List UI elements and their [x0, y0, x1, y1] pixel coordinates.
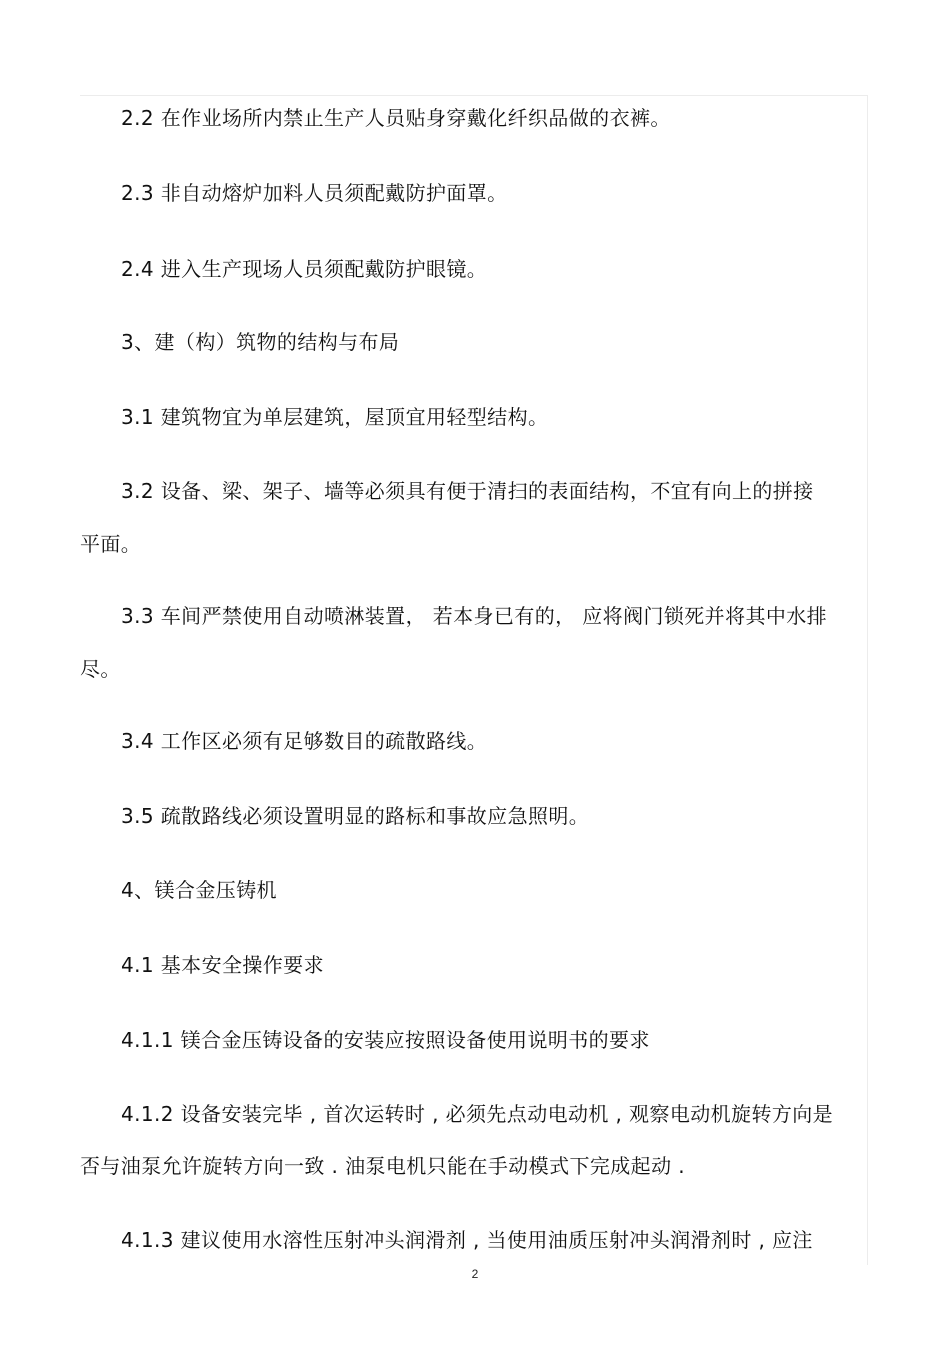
- paragraph-4-1-3-line-1: 4.1.3 建议使用水溶性压射冲头润滑剂 , 当使用油质压射冲头润滑剂时 , 应注: [121, 1228, 813, 1252]
- paragraph-2-2: 2.2 在作业场所内禁止生产人员贴身穿戴化纤织品做的衣裤。: [121, 106, 671, 130]
- section-heading-4: 4、镁合金压铸机: [121, 878, 277, 902]
- paragraph-3-1: 3.1 建筑物宜为单层建筑，屋顶宜用轻型结构。: [121, 405, 549, 429]
- paragraph-3-5: 3.5 疏散路线必须设置明显的路标和事故应急照明。: [121, 804, 590, 828]
- paragraph-4-1: 4.1 基本安全操作要求: [121, 953, 324, 977]
- paragraph-2-3: 2.3 非自动熔炉加料人员须配戴防护面罩。: [121, 181, 508, 205]
- paragraph-3-4: 3.4 工作区必须有足够数目的疏散路线。: [121, 729, 488, 753]
- paragraph-4-1-2-line-2: 否与油泵允许旋转方向一致 . 油泵电机只能在手动模式下完成起动 .: [80, 1154, 685, 1178]
- paragraph-3-3-line-1: 3.3 车间严禁使用自动喷淋装置， 若本身已有的， 应将阀门锁死并将其中水排: [121, 604, 828, 628]
- paragraph-2-4: 2.4 进入生产现场人员须配戴防护眼镜。: [121, 257, 488, 281]
- page-number: 2: [471, 1267, 479, 1281]
- paragraph-3-2-line-2: 平面。: [80, 532, 142, 556]
- paragraph-3-3-line-2: 尽。: [80, 657, 121, 681]
- section-heading-3: 3、建（构）筑物的结构与布局: [121, 330, 400, 354]
- paragraph-4-1-1: 4.1.1 镁合金压铸设备的安装应按照设备使用说明书的要求: [121, 1028, 650, 1052]
- paragraph-4-1-2-line-1: 4.1.2 设备安装完毕 , 首次运转时 , 必须先点动电动机 , 观察电动机旋转方向是: [121, 1102, 834, 1126]
- paragraph-3-2-line-1: 3.2 设备、梁、架子、墙等必须具有便于清扫的表面结构，不宜有向上的拼接: [121, 479, 814, 503]
